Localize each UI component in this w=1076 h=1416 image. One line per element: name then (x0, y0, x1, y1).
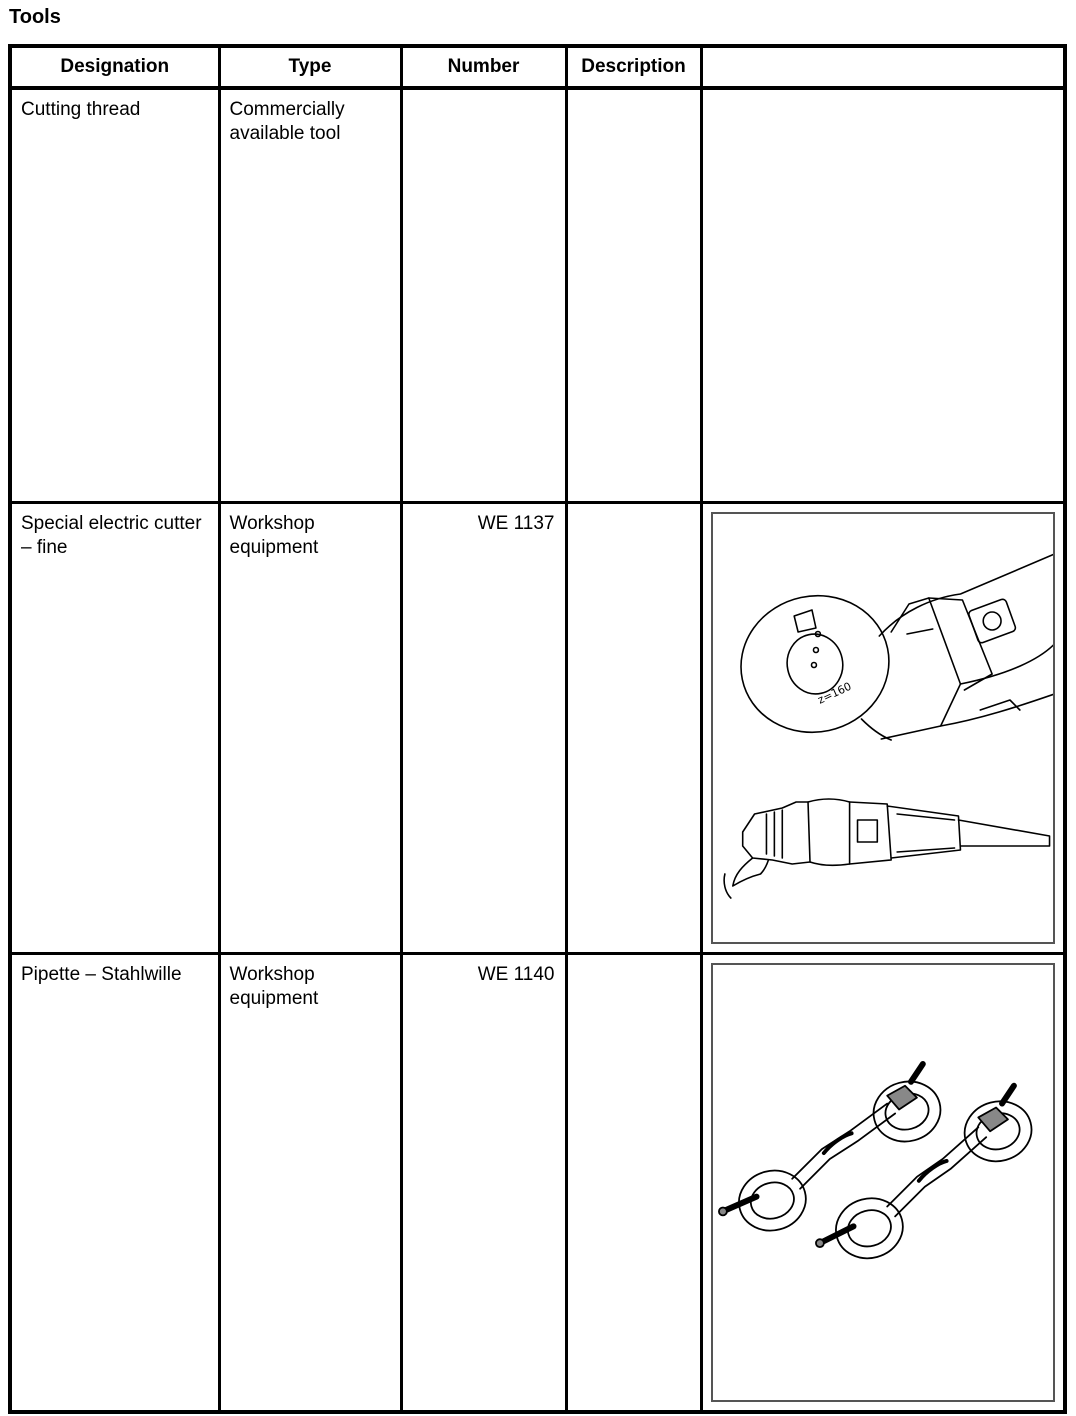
cell-number: WE 1140 (401, 953, 566, 1412)
cell-number: WE 1137 (401, 502, 566, 953)
cell-image-empty (701, 88, 1065, 502)
table-row (10, 502, 1065, 953)
header-type: Type (219, 46, 401, 88)
cell-description (566, 502, 701, 953)
electric-cutter-illustration (711, 512, 1056, 944)
table-row (10, 88, 1065, 502)
cell-designation: Pipette – Stahlwille (10, 953, 219, 1412)
cell-number (401, 88, 566, 502)
cell-image (701, 953, 1065, 1412)
header-description: Description (566, 46, 701, 88)
cell-image (701, 502, 1065, 953)
cell-description (566, 953, 701, 1412)
suction-lifter-illustration (711, 963, 1056, 1403)
header-designation: Designation (10, 46, 219, 88)
page-title: Tools (9, 6, 61, 28)
cell-designation: Cutting thread (10, 88, 219, 502)
cell-type: Workshop equipment (219, 953, 401, 1412)
table-row (10, 953, 1065, 1412)
table-header-row (10, 46, 1065, 88)
tools-table (8, 44, 1067, 1414)
header-image (701, 46, 1065, 88)
cell-designation: Special electric cutter – fine (10, 502, 219, 953)
header-number: Number (401, 46, 566, 88)
svg-text:z=160: z=160 (815, 679, 853, 707)
cell-type: Workshop equipment (219, 502, 401, 953)
cell-description (566, 88, 701, 502)
cell-type: Commercially available tool (219, 88, 401, 502)
